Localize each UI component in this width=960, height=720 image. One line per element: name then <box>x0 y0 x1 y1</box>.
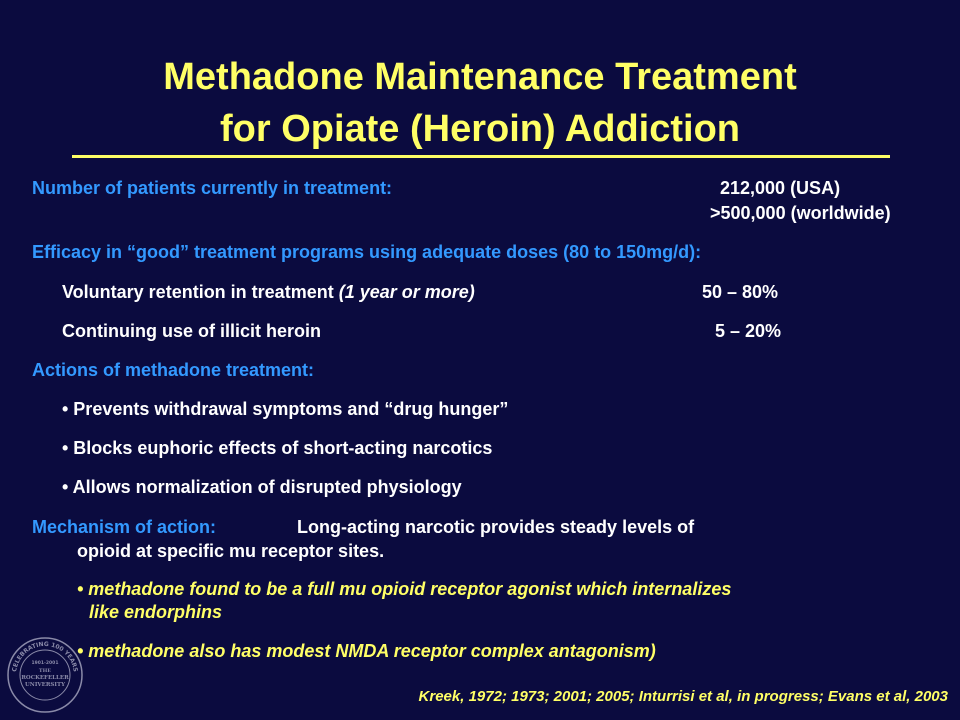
mechanism-label: Mechanism of action: <box>32 517 217 537</box>
svg-text:1901-2001: 1901-2001 <box>31 661 59 666</box>
citation: Kreek, 1972; 1973; 2001; 2005; Inturrisi et al, in progress; Evans et al, 2003 <box>418 688 948 705</box>
mechanism-bullet-2: • methadone also has modest NMDA receptor complex antagonism) <box>77 641 656 661</box>
patients-worldwide-value: >500,000 (worldwide) <box>710 203 891 223</box>
svg-text:THE: THE <box>38 668 52 674</box>
action-bullet-1: • Prevents withdrawal symptoms and “drug hunger” <box>62 399 509 419</box>
retention-row <box>62 281 475 303</box>
title-line-2: for Opiate (Heroin) Addiction <box>219 108 740 150</box>
title-underline <box>72 155 890 158</box>
heroin-use-value: 5 – 20% <box>715 321 782 341</box>
mechanism-text-line-2: opioid at specific mu receptor sites. <box>77 541 385 561</box>
mechanism-bullet-1-line-2: like endorphins <box>89 602 223 622</box>
svg-text:CELEBRATING 100 YEARS: CELEBRATING 100 YEARS <box>11 640 79 673</box>
title-line-1: Methadone Maintenance Treatment <box>163 56 797 98</box>
mechanism-text-line-1: Long-acting narcotic provides steady levels of <box>297 517 695 537</box>
actions-heading: Actions of methadone treatment: <box>32 360 315 380</box>
mechanism-bullet-1-line-1: • methadone found to be a full mu opioid receptor agonist which internalizes <box>77 579 732 599</box>
svg-text:UNIVERSITY: UNIVERSITY <box>25 682 65 688</box>
patients-label: Number of patients currently in treatment: <box>32 178 393 198</box>
action-bullet-2: • Blocks euphoric effects of short-acting narcotics <box>62 438 493 458</box>
svg-text:ROCKEFELLER: ROCKEFELLER <box>21 675 69 681</box>
efficacy-heading: Efficacy in “good” treatment programs using adequate doses (80 to 150mg/d): <box>32 242 702 262</box>
retention-value: 50 – 80% <box>702 282 779 302</box>
rockefeller-university-seal <box>6 636 84 714</box>
heroin-use-label: Continuing use of illicit heroin <box>62 321 321 341</box>
retention-note: (1 year or more) <box>338 282 475 302</box>
action-bullet-3: • Allows normalization of disrupted physiology <box>62 477 462 497</box>
patients-usa-value: 212,000 (USA) <box>720 178 841 198</box>
retention-label: Voluntary retention in treatment <box>62 282 339 302</box>
